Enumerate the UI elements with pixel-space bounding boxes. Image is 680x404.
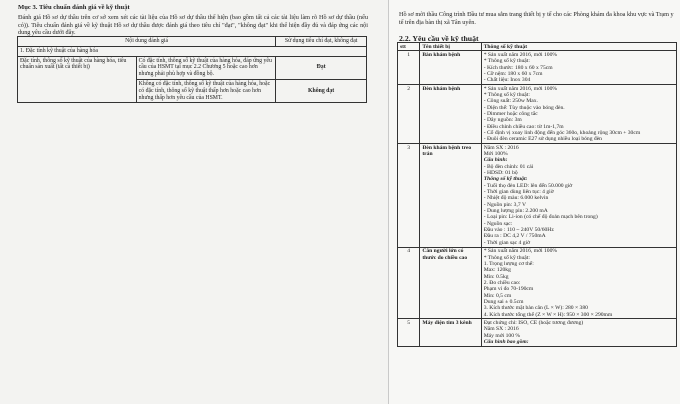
spec-line: - Điều chỉnh chiều cao: từ 1m-1,7m — [483, 123, 564, 130]
pass-text-cell: Có đặc tính, thông số kỹ thuật của hàng hóa, đáp ứng yêu cầu của HSMT tại mục 2.2 Chương 5 hoặc cao hơn nhưng phải phù hợp và đồng bộ. — [136, 56, 276, 79]
spec-line: * Sản xuất năm 2016, mới 100% — [483, 51, 558, 58]
spec-line: * Thông số kỹ thuật: — [483, 58, 530, 65]
device-name: Đèn khám bệnh treo trán — [420, 144, 481, 248]
spec-line: - Nguồn sạc: — [483, 220, 513, 227]
spec-line: Phạm vi đo 70-190cm — [483, 286, 534, 293]
header-spec: Thông số kỹ thuật — [481, 43, 676, 51]
spec-line: Đạt chứng chỉ: ISO, CE (hoặc tương đương) — [483, 319, 584, 326]
device-name: Máy điện tim 3 kênh — [420, 319, 481, 346]
spec-line: - Thời gian dùng liên tục: 4 giờ — [483, 189, 554, 196]
spec-line: - Bộ đèn chính: 01 cái — [483, 163, 534, 170]
spec-cell — [481, 144, 676, 248]
section-title: 1. Đặc tính kỹ thuật của hàng hóa — [18, 46, 367, 56]
spec-line: Min: 0.5kg — [483, 273, 509, 280]
spec-line: - Thời gian sạc 4 giờ — [483, 239, 531, 246]
spec-cell — [481, 51, 676, 85]
device-name: Cân người lớn có thước đo chiều cao — [420, 247, 481, 319]
header-result: Sử dụng tiêu chí đạt, không đạt — [276, 37, 367, 47]
spec-line: - Đuôi đèn ceramic E27 sử dụng nhiều loại bóng đèn — [483, 136, 602, 143]
spec-line: - Công suất: 250w Max. — [483, 98, 538, 105]
spec-line: Đầu ra : DC 4,2 V / 750mA — [483, 233, 546, 240]
evaluation-table — [17, 36, 367, 103]
fail-label: Không đạt — [276, 79, 367, 102]
section-row — [18, 46, 367, 56]
spec-line: 3. Kích thước mặt bàn cân (L × W): 280 × 380 — [483, 305, 588, 312]
header-row — [18, 37, 367, 47]
criterion-cell: Đặc tính, thông số kỹ thuật của hàng hóa, tiêu chuẩn sản xuất (tất cả thiết bị) — [18, 56, 137, 103]
intro-paragraph: Hồ sơ mời thầu Công trình Đầu tư mua sắm trang thiết bị y tế cho các Phòng khám đa khoa khu vực và Trạm y tế trên địa bàn thị xã Tân uyên. — [399, 11, 674, 26]
spec-line: Đầu vào : 110 ~ 240V 50/60Hz — [483, 227, 554, 234]
row-stt: 1 — [398, 51, 420, 85]
table-row — [18, 56, 367, 79]
spec-line: * Sản xuất năm 2016, mới 100% — [483, 248, 558, 255]
spec-cell — [481, 247, 676, 319]
device-name: Bàn khám bệnh — [420, 51, 481, 85]
section-heading: 2.2. Yêu cầu về kỹ thuật — [399, 34, 479, 43]
pass-label: Đạt — [276, 56, 367, 79]
device-name: Đèn khám bệnh — [420, 85, 481, 144]
spec-line: Max: 120kg — [483, 267, 511, 274]
row-stt: 5 — [398, 319, 420, 346]
spec-line: * Thông số kỹ thuật: — [483, 254, 530, 261]
spec-line: - Dây nguồn: 3m — [483, 117, 522, 124]
header-name: Tên thiết bị — [420, 43, 481, 51]
table-row — [398, 319, 677, 346]
spec-line: - Chất liệu: Inox 304 — [483, 77, 531, 84]
spec-line: - HDSD: 01 bộ — [483, 170, 518, 177]
right-page — [388, 0, 680, 404]
table-row — [398, 144, 677, 248]
spec-line: Thông số kỹ thuật: — [483, 176, 528, 183]
spec-line: - Kích thước: 180 x 60 x 75cm — [483, 64, 553, 71]
spec-cell — [481, 85, 676, 144]
fail-text-cell: Không có đặc tính, thông số kỹ thuật của hàng hóa, hoặc có đặc tính, thông số kỹ thuật thấp hơn hoặc cao hơn nhưng thấp hơn yêu cầu của HSMT. — [136, 79, 276, 102]
intro-paragraph: Đánh giá Hồ sơ dự thầu trên cơ sở xem xét các tài liệu của Hồ sơ dự thầu thể hiện (bao gồm tất cả các tài liệu làm rõ Hồ sơ dự thầu (nếu có)). Tiêu chuẩn đánh giá về kỹ thuật Hồ sơ dự thầu được đánh giá theo tiêu chí "đạt", "không đạt" khi thể hiện đầy đủ và đáp ứng các nội dung yêu cầu dưới đây. — [18, 14, 368, 37]
table-row — [398, 51, 677, 85]
spec-line: 1. Trọng lượng cơ thể: — [483, 260, 534, 267]
spec-line: * Thông số kỹ thuật: — [483, 91, 530, 98]
spec-line: - Loại pin: Li-ion (có chế độ đoản mạch bên trong) — [483, 214, 598, 221]
spec-line: Cấu hình: — [483, 157, 508, 164]
spec-table — [397, 42, 677, 347]
spec-line: - Dimmer hoặc công tắc — [483, 110, 538, 117]
spec-cell — [481, 319, 676, 346]
spec-line: Cấu hình bao gồm: — [483, 338, 529, 345]
spec-line: - Cỡ nệm: 180 x 60 x 7cm — [483, 70, 543, 77]
spec-line: - Tuổi thọ đèn LED: lên đến 50.000 giờ — [483, 182, 573, 189]
row-stt: 3 — [398, 144, 420, 248]
spec-line: - Nguồn pin: 3,7 V — [483, 201, 527, 208]
row-stt: 4 — [398, 247, 420, 319]
spec-line: - Nhiệt độ màu: 6.000 kelvin — [483, 195, 549, 202]
table-row — [398, 247, 677, 319]
spec-line: 4. Kích thước tổng thể (Z × W × H): 950 × 300 × 290mm — [483, 311, 613, 318]
table-row — [398, 85, 677, 144]
header-content: Nội dung đánh giá — [18, 37, 276, 47]
row-stt: 2 — [398, 85, 420, 144]
spec-line: Dung sai ± 0.5cm — [483, 298, 524, 305]
spec-line: Mới 100% — [483, 151, 508, 157]
spec-line: * Sản xuất năm 2016, mới 100% — [483, 85, 558, 92]
header-stt: stt — [398, 43, 420, 51]
header-row — [398, 43, 677, 51]
spec-line: - Diện thể: Tùy thuộc vào bóng đèn. — [483, 104, 565, 111]
spec-body — [398, 51, 677, 346]
spec-line: Năm SX : 2016 — [483, 326, 519, 333]
spec-line: Máy mới 100 % — [483, 332, 521, 339]
spec-line: - Cổ định vị xoay linh động đến góc 360o, khoảng rộng 30cm + 30cm — [483, 129, 641, 136]
spec-line: 2. Đo chiều cao: — [483, 279, 521, 286]
section-heading: Mục 3. Tiêu chuẩn đánh giá về kỹ thuật — [18, 4, 130, 11]
spec-line: - Dung lượng pin: 2.200 mA — [483, 208, 548, 215]
spec-line: Min: 0,5 cm — [483, 292, 512, 299]
spec-line: Năm SX : 2016 — [483, 144, 519, 151]
